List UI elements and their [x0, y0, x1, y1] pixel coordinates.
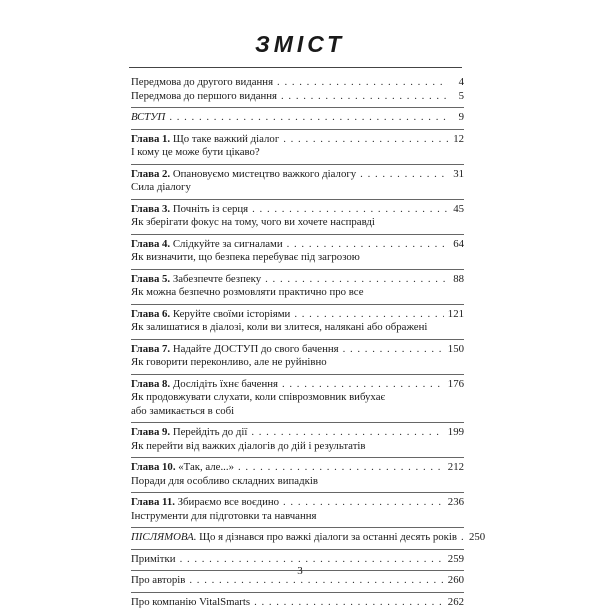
table-of-contents: [131, 76, 464, 609]
toc-entry-page: 121: [448, 308, 464, 322]
toc-entry-subtitle: Поради для особливо складних випадків: [131, 475, 464, 489]
toc-entry-page: 260: [448, 574, 464, 588]
toc-chapter-label: Глава 4.: [131, 238, 170, 252]
toc-entry-about-company[interactable]: [131, 593, 464, 609]
toc-chapter-label: Глава 9.: [131, 426, 170, 440]
toc-entry-page: 259: [448, 553, 464, 567]
toc-entry-subtitle: Як визначити, що безпека перебуває під загрозою: [131, 251, 464, 265]
dot-leader: [169, 111, 448, 125]
toc-entry-title: Забезпечте безпеку: [173, 273, 261, 287]
toc-entry-chapter-6[interactable]: [131, 305, 464, 340]
dot-leader: [277, 76, 448, 90]
dot-leader: [283, 496, 444, 510]
toc-entry-title: Перейдіть до дії: [173, 426, 247, 440]
page-title: ЗМІСТ: [0, 33, 600, 56]
toc-entry-title: Передмова до другого видання: [131, 76, 273, 90]
toc-entry-title: Опановуємо мистецтво важкого діалогу: [173, 168, 356, 182]
toc-chapter-label: Глава 5.: [131, 273, 170, 287]
dot-leader: [281, 90, 448, 104]
toc-entry-subtitle: Як зберігати фокус на тому, чого ви хочете насправді: [131, 216, 464, 230]
toc-entry-title: Передмова до першого видання: [131, 90, 277, 104]
toc-entry-chapter-3[interactable]: [131, 200, 464, 235]
toc-entry-title: Про компанію VitalSmarts: [131, 596, 250, 609]
toc-entry-subtitle: Як перейти від важких діалогів до дій і результатів: [131, 440, 464, 454]
toc-entry[interactable]: [131, 108, 464, 130]
dot-leader: [287, 238, 448, 252]
toc-entry-title: «Так, але...»: [178, 461, 234, 475]
dot-leader: [252, 203, 448, 217]
toc-entry-chapter-5[interactable]: [131, 270, 464, 305]
toc-entry-title: ВСТУП: [131, 111, 165, 125]
toc-chapter-label: Глава 3.: [131, 203, 170, 217]
toc-entry-title: Що таке важкий діалог: [173, 133, 279, 147]
toc-entry-subtitle: Сила діалогу: [131, 181, 464, 195]
dot-leader: [251, 426, 443, 440]
dot-leader: [294, 308, 443, 322]
toc-entry-page: 5: [452, 90, 464, 104]
toc-entry-subtitle: Інструменти для підготовки та навчання: [131, 510, 464, 524]
toc-chapter-label: Глава 10.: [131, 461, 176, 475]
dot-leader: [360, 168, 448, 182]
toc-entry-title: Про авторів: [131, 574, 185, 588]
toc-chapter-label: Глава 1.: [131, 133, 170, 147]
toc-chapter-label: Глава 6.: [131, 308, 170, 322]
toc-chapter-label: Глава 8.: [131, 378, 170, 392]
toc-chapter-label: Глава 2.: [131, 168, 170, 182]
toc-entry-chapter-11[interactable]: [131, 493, 464, 528]
toc-entry-page: 45: [452, 203, 464, 217]
toc-entry-subtitle: Як продовжувати слухати, коли співрозмовник вибухає: [131, 391, 464, 405]
toc-entry-page: 9: [452, 111, 464, 125]
toc-entry-chapter-4[interactable]: [131, 235, 464, 270]
toc-entry-page: 250: [469, 531, 485, 545]
toc-entry-page: 88: [452, 273, 464, 287]
dot-leader: [282, 378, 444, 392]
toc-entry-chapter-8[interactable]: [131, 375, 464, 424]
toc-entry-page: 4: [452, 76, 464, 90]
toc-entry-page: 236: [448, 496, 464, 510]
toc-entry-title: Почніть із серця: [173, 203, 248, 217]
title-divider: [129, 67, 462, 68]
dot-leader: [283, 133, 448, 147]
toc-entry-title: Збираємо все воєдино: [178, 496, 279, 510]
toc-entry-page: 199: [448, 426, 464, 440]
dot-leader: [461, 531, 465, 545]
dot-leader: [343, 343, 444, 357]
toc-entry-title: Керуйте своїми історіями: [173, 308, 291, 322]
toc-entry-chapter-9[interactable]: [131, 423, 464, 458]
toc-entry-page: 262: [448, 596, 464, 609]
toc-entry-chapter-2[interactable]: [131, 165, 464, 200]
toc-entry-page: 150: [448, 343, 464, 357]
toc-entry-title: Дослідіть їхнє бачення: [173, 378, 278, 392]
toc-entry-title: Що я дізнався про важкі діалоги за останні десять років: [199, 531, 457, 545]
toc-chapter-label: Глава 11.: [131, 496, 175, 510]
toc-entry-subtitle: І кому це може бути цікаво?: [131, 146, 464, 160]
toc-entry-subtitle: Як говорити переконливо, але не руйнівно: [131, 356, 464, 370]
toc-entry[interactable]: [131, 90, 464, 109]
toc-entry-chapter-7[interactable]: [131, 340, 464, 375]
toc-entry-subtitle: Як можна безпечно розмовляти практично про все: [131, 286, 464, 300]
dot-leader: [180, 553, 444, 567]
toc-chapter-label: ПІСЛЯМОВА.: [131, 531, 196, 545]
toc-entry[interactable]: [131, 76, 464, 90]
toc-entry-page: 12: [452, 133, 464, 147]
toc-entry-afterword[interactable]: [131, 528, 464, 550]
toc-entry-chapter-10[interactable]: [131, 458, 464, 493]
toc-entry-chapter-1[interactable]: [131, 130, 464, 165]
dot-leader: [254, 596, 444, 609]
dot-leader: [265, 273, 448, 287]
page-number: 3: [0, 565, 600, 577]
toc-entry-title: Слідкуйте за сигналами: [173, 238, 283, 252]
toc-entry-page: 64: [452, 238, 464, 252]
toc-entry-page: 31: [452, 168, 464, 182]
dot-leader: [238, 461, 444, 475]
toc-entry-subtitle: Як залишатися в діалозі, коли ви злитеся, налякані або ображені: [131, 321, 464, 335]
toc-entry-title: Примітки: [131, 553, 176, 567]
toc-entry-page: 212: [448, 461, 464, 475]
toc-chapter-label: Глава 7.: [131, 343, 170, 357]
toc-entry-title: Надайте ДОСТУП до свого бачення: [173, 343, 339, 357]
toc-entry-page: 176: [448, 378, 464, 392]
toc-entry-subtitle: або замикається в собі: [131, 405, 464, 419]
